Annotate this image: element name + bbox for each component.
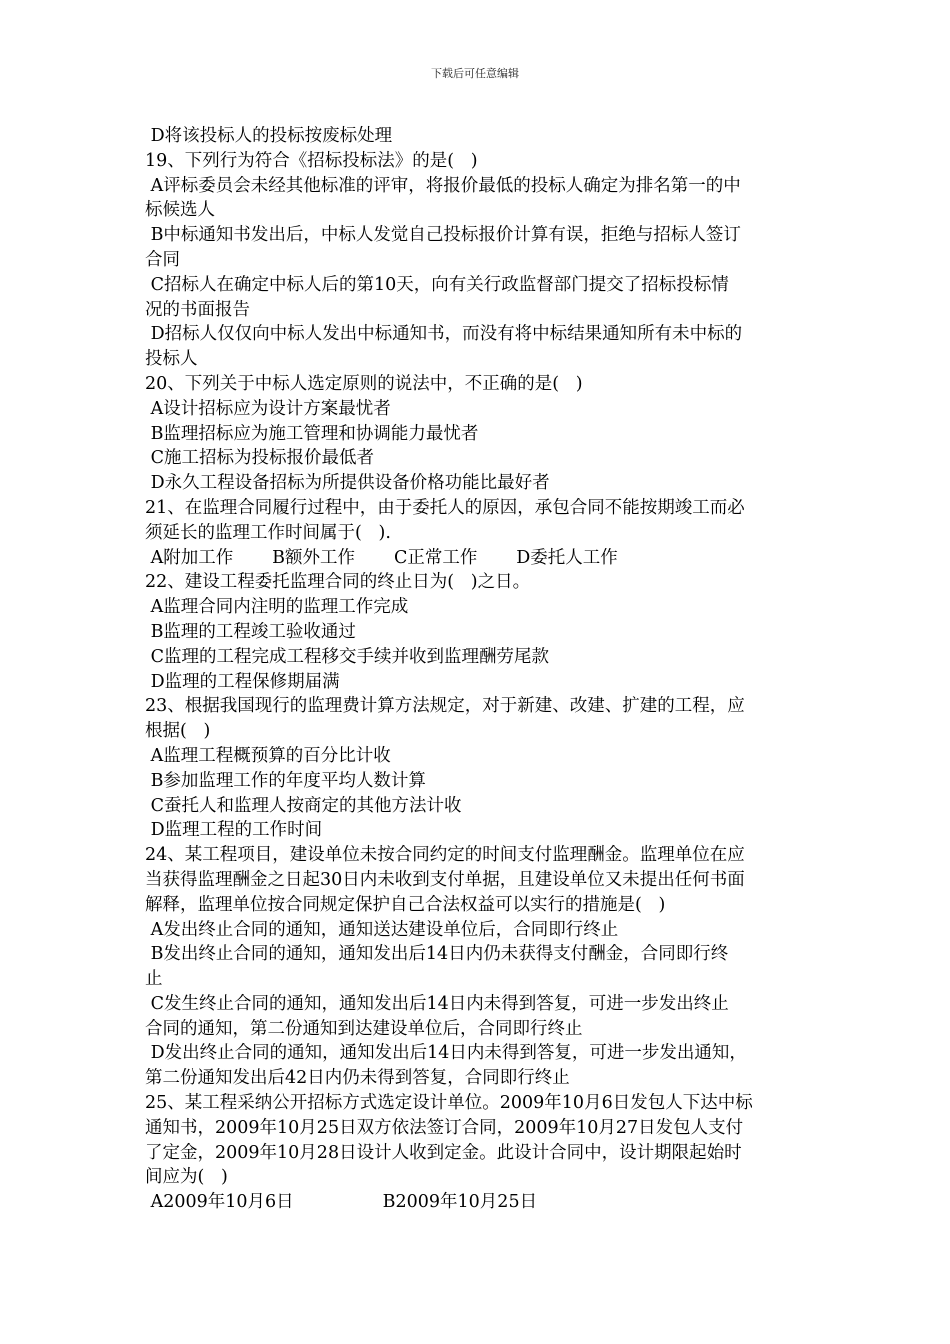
text-line: D监理工程的工作时间 — [145, 820, 323, 841]
text-line: 须延长的监理工作时间属于( ). — [145, 522, 391, 543]
text-line: 合同的通知，第二份通知到达建设单位后，合同即行终止 — [145, 1018, 583, 1039]
text-line: A2009年10月6日 B2009年10月25日 — [145, 1192, 538, 1213]
text-line: 23、根据我国现行的监理费计算方法规定，对于新建、改建、扩建的工程，应 — [145, 696, 745, 717]
text-line: B监理的工程竣工验收通过 — [145, 621, 356, 642]
text-line: 了定金，2009年10月28日设计人收到定金。此设计合同中，设计期限起始时 — [145, 1142, 742, 1163]
text-line: D监理的工程保修期届满 — [145, 671, 340, 692]
text-line: C施工招标为投标报价最低者 — [145, 448, 374, 469]
text-line: A发出终止合同的通知，通知送达建设单位后，合同即行终止 — [145, 919, 619, 940]
text-line: A评标委员会未经其他标准的评审，将报价最低的投标人确定为排名第一的中 — [145, 175, 741, 196]
text-line: C监理的工程完成工程移交手续并收到监理酬劳尾款 — [145, 646, 549, 667]
text-line: 间应为( ) — [145, 1167, 228, 1188]
text-line: 19、下列行为符合《招标投标法》的是( ) — [145, 150, 478, 171]
text-line: 止 — [145, 969, 163, 990]
text-line: B发出终止合同的通知，通知发出后14日内仍未获得支付酬金，合同即行终 — [145, 944, 729, 965]
text-line: 24、某工程项目，建设单位未按合同约定的时间支付监理酬金。监理单位在应 — [145, 845, 745, 866]
text-line: 投标人 — [145, 349, 198, 370]
text-line: A监理工程概预算的百分比计收 — [145, 745, 391, 766]
text-line: 解释，监理单位按合同规定保护自己合法权益可以实行的措施是( ) — [145, 894, 666, 915]
text-line: 通知书，2009年10月25日双方依法签订合同，2009年10月27日发包人支付 — [145, 1117, 744, 1138]
text-line: 20、下列关于中标人选定原则的说法中，不正确的是( ) — [145, 373, 583, 394]
text-line: A附加工作 B额外工作 C正常工作 D委托人工作 — [145, 547, 618, 568]
text-line: A监理合同内注明的监理工作完成 — [145, 597, 409, 618]
text-line: D永久工程设备招标为所提供设备价格功能比最好者 — [145, 473, 550, 494]
text-line: C蚕托人和监理人按商定的其他方法计收 — [145, 795, 462, 816]
text-line: D发出终止合同的通知，通知发出后14日内未得到答复，可进一步发出通知， — [145, 1043, 747, 1064]
text-line: 当获得监理酬金之日起30日内未收到支付单据，且建设单位又未提出任何书面 — [145, 869, 745, 890]
text-line: 第二份通知发出后42日内仍未得到答复，合同即行终止 — [145, 1068, 570, 1089]
text-line: 根据( ) — [145, 721, 211, 742]
text-line: B监理招标应为施工管理和协调能力最忧者 — [145, 423, 479, 444]
page-header: 下载后可任意编辑 — [431, 67, 519, 80]
text-line: B参加监理工作的年度平均人数计算 — [145, 770, 426, 791]
text-line: 21、在监理合同履行过程中，由于委托人的原因，承包合同不能按期竣工而必 — [145, 497, 745, 518]
text-line: 25、某工程采纳公开招标方式选定设计单位。2009年10月6日发包人下达中标 — [145, 1093, 753, 1114]
text-line: 22、建设工程委托监理合同的终止日为( )之日。 — [145, 572, 531, 593]
text-line: A设计招标应为设计方案最忧者 — [145, 398, 391, 419]
text-line: C招标人在确定中标人后的第10天，向有关行政监督部门提交了招标投标情 — [145, 274, 729, 295]
document-body — [145, 124, 810, 1215]
text-line: D招标人仅仅向中标人发出中标通知书，而没有将中标结果通知所有未中标的 — [145, 324, 743, 345]
text-line: 标候选人 — [145, 200, 215, 221]
text-line: 合同 — [145, 249, 180, 270]
text-line: D将该投标人的投标按废标处理 — [145, 126, 393, 146]
text-line: C发生终止合同的通知，通知发出后14日内未得到答复，可进一步发出终止 — [145, 993, 729, 1014]
text-line: 况的书面报告 — [145, 299, 250, 320]
text-line: B中标通知书发出后，中标人发觉自己投标报价计算有误，拒绝与招标人签订 — [145, 225, 741, 246]
